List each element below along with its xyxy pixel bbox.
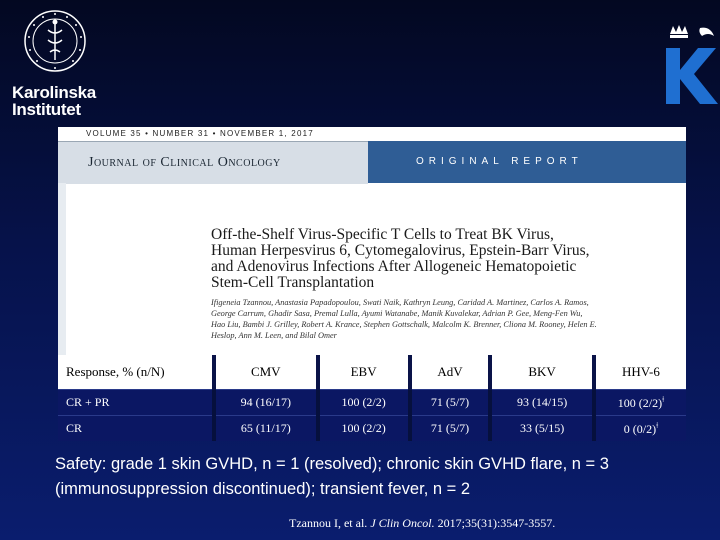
article-margin-band — [58, 183, 66, 359]
authors-line: Heslop, Ann M. Leen, and Bilal Omer — [211, 331, 337, 340]
table-header-row — [58, 355, 686, 390]
karolinska-seal-icon — [22, 8, 88, 74]
table-header-cell: BKV — [490, 355, 594, 390]
karolinska-name — [12, 84, 96, 118]
logo-name-line2: Institutet — [12, 100, 81, 119]
table-cell — [594, 390, 686, 416]
table-row — [58, 390, 686, 416]
table-cell — [594, 416, 686, 442]
response-table — [58, 355, 686, 441]
citation-journal: J Clin Oncol. — [370, 516, 435, 530]
journal-name: Journal of Clinical Oncology — [88, 155, 281, 170]
citation-authors: Tzannou I, et al. — [289, 516, 368, 530]
volume-line: VOLUME 35 • NUMBER 31 • NOVEMBER 1, 2017 — [86, 129, 314, 138]
citation-ref: 2017;35(31):3547-3557. — [437, 516, 556, 530]
cell-value: 0 (0/2) — [623, 421, 657, 436]
karolinska-logo — [8, 8, 98, 119]
article-title — [211, 227, 681, 291]
title-line: Off-the-Shelf Virus-Specific T Cells to Treat BK Virus, — [211, 226, 554, 243]
authors-line: George Carrum, Ghadir Sasa, Premal Lulla, Ayumi Watanabe, Manik Kuvalekar, Adrian P. Gee, Meng-Fen Wu, — [211, 309, 583, 318]
table-cell: 33 (5/15) — [490, 416, 594, 442]
table-header-cell: AdV — [410, 355, 491, 390]
table-header-cell: CMV — [214, 355, 318, 390]
authors-line: Ifigeneia Tzannou, Anastasia Papadopoulou, Swati Naik, Kathryn Leung, Caridad A. Martinez, Carlos A. Ramos, — [211, 298, 589, 307]
table-cell: 65 (11/17) — [214, 416, 318, 442]
title-line: Human Herpesvirus 6, Cytomegalovirus, Epstein-Barr Virus, — [211, 242, 590, 259]
k-crown-logo-icon — [664, 24, 718, 106]
safety-text: Safety: grade 1 skin GVHD, n = 1 (resolved); chronic skin GVHD flare, n = 3 (immunosuppression discontinued); transient fever, n = 2 — [55, 455, 609, 498]
table-row — [58, 416, 686, 442]
table-cell: CR — [58, 416, 214, 442]
table-header-cell: HHV-6 — [594, 355, 686, 390]
table-header-cell: EBV — [318, 355, 410, 390]
table-cell: 100 (2/2) — [318, 416, 410, 442]
logo-name-line1: Karolinska — [12, 83, 96, 102]
title-line: and Adenovirus Infections After Allogeneic Hematopoietic — [211, 258, 577, 275]
cell-value: 100 (2/2) — [617, 395, 663, 410]
table-cell: 100 (2/2) — [318, 390, 410, 416]
report-type: ORIGINAL REPORT — [416, 156, 583, 167]
title-line: Stem-Cell Transplantation — [211, 274, 375, 291]
footnote-mark: ǂ — [662, 394, 665, 404]
table-cell: CR + PR — [58, 390, 214, 416]
table-cell: 93 (14/15) — [490, 390, 594, 416]
table-header-cell: Response, % (n/N) — [58, 355, 214, 390]
journal-article-image — [58, 127, 686, 359]
authors-line: Hao Liu, Bambi J. Grilley, Robert A. Krance, Stephen Gottschalk, Malcolm K. Brenner, Cliona M. Rooney, Helen E. — [211, 320, 597, 329]
footnote-mark: ǂ — [656, 420, 659, 430]
table-cell: 71 (5/7) — [410, 390, 491, 416]
article-authors — [211, 297, 681, 341]
table-cell: 94 (16/17) — [214, 390, 318, 416]
citation — [289, 516, 555, 531]
table-cell: 71 (5/7) — [410, 416, 491, 442]
